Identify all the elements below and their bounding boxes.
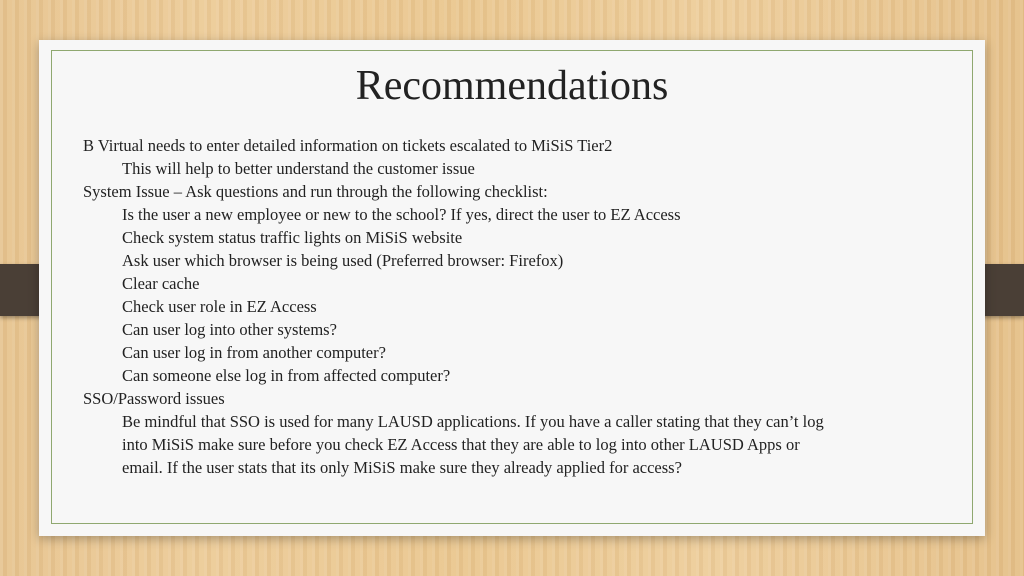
line-other-systems: Can user log into other systems?: [122, 320, 337, 339]
sso-paragraph-line-1: Be mindful that SSO is used for many LAUSD applications. If you have a caller stating that they can’t log: [122, 412, 824, 431]
slide-body: [83, 134, 923, 479]
line-bvirtual: B Virtual needs to enter detailed information on tickets escalated to MiSiS Tier2: [83, 136, 613, 155]
line-clear-cache: Clear cache: [122, 274, 200, 293]
line-another-computer: Can user log in from another computer?: [122, 343, 386, 362]
line-system-issue: System Issue – Ask questions and run through the following checklist:: [83, 182, 548, 201]
line-new-employee: Is the user a new employee or new to the school? If yes, direct the user to EZ Access: [122, 205, 681, 224]
sso-paragraph-line-3: email. If the user stats that its only MiSiS make sure they already applied for access?: [122, 458, 682, 477]
line-someone-else: Can someone else log in from affected computer?: [122, 366, 451, 385]
slide-title: Recommendations: [355, 63, 669, 109]
line-traffic-lights: Check system status traffic lights on MiSiS website: [122, 228, 463, 247]
line-sso-password: SSO/Password issues: [83, 389, 225, 408]
sso-paragraph-line-2: into MiSiS make sure before you check EZ Access that they are able to log into other LAUSD Apps or: [122, 435, 800, 454]
line-understand-issue: This will help to better understand the customer issue: [122, 159, 475, 178]
line-browser: Ask user which browser is being used (Preferred browser: Firefox): [122, 251, 564, 270]
line-user-role: Check user role in EZ Access: [122, 297, 317, 316]
